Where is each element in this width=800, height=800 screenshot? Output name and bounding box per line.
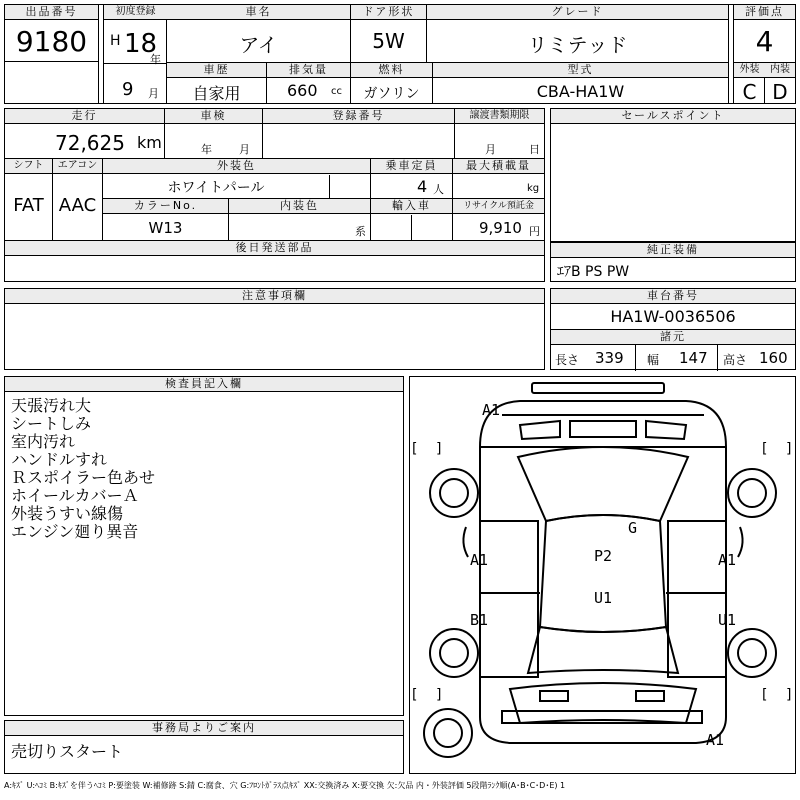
chassis-box xyxy=(550,288,796,370)
exterior-color: ホワイトパール xyxy=(167,180,265,196)
equipment-box xyxy=(550,242,796,282)
capacity: 4 xyxy=(417,177,428,196)
bracket-right-close: ] xyxy=(786,687,792,703)
interior-grade: D xyxy=(772,80,788,104)
damage-mark: U1 xyxy=(594,589,613,607)
history-cell xyxy=(167,63,267,103)
remark-line: Ｒスポイラー色あせ xyxy=(11,468,156,487)
inspection-year-unit: 年 xyxy=(201,143,212,156)
height: 160 xyxy=(759,349,788,367)
fuel-label: 燃料 xyxy=(351,63,432,78)
first-registration-cell xyxy=(103,5,167,103)
score-label: 評価点 xyxy=(734,5,795,20)
displacement: 660 xyxy=(287,81,318,100)
aircon-cell xyxy=(53,159,103,241)
legend: A:ｷｽﾞ U:ﾍｺﾐ B:ｷｽﾞを伴うﾍｺﾐ P:要塗装 W:補修跡 S:錆 C:腐食、穴 G:ﾌﾛﾝﾄｶﾞﾗｽ点ｷｽﾞ XX:交換済み X:要交換 欠:欠品 内・外装評価 5段階ﾗﾝｸ順(A･B･C･D･E) 1 xyxy=(4,781,566,790)
import-label: 輸入車 xyxy=(371,199,452,214)
aircon-label: エアコン xyxy=(53,159,102,174)
bracket-right-open: [ xyxy=(762,441,768,457)
inspector-remarks xyxy=(11,397,155,541)
model: CBA-HA1W xyxy=(536,82,625,101)
chassis-label: 車台番号 xyxy=(551,289,795,304)
transfer-deadline-cell xyxy=(455,109,544,159)
length: 339 xyxy=(595,349,624,367)
mileage-cell xyxy=(5,109,165,159)
interior-color-label: 内装色 xyxy=(229,199,370,214)
damage-mark: P2 xyxy=(594,547,613,565)
later-parts-cell xyxy=(5,241,544,281)
width-label: 幅 xyxy=(647,353,660,367)
remark-line: ハンドルすれ xyxy=(11,450,108,469)
door-label: ドア形状 xyxy=(351,5,426,20)
recycle-label: リサイクル預託金 xyxy=(453,199,544,214)
spec-block xyxy=(4,108,545,282)
car-name-cell xyxy=(167,5,351,63)
dimensions-label: 諸元 xyxy=(551,329,795,345)
exterior-grade: C xyxy=(742,80,757,104)
inspector-label: 検査員記入欄 xyxy=(5,377,403,392)
shift-label: シフト xyxy=(5,159,52,174)
bracket-left-open: [ xyxy=(412,687,418,703)
model-cell xyxy=(433,63,729,103)
header-block xyxy=(4,4,796,104)
inspection-month-unit: 月 xyxy=(239,143,250,156)
sales-points-box xyxy=(550,108,796,242)
registration-number-cell xyxy=(263,109,455,159)
color-number-label: カラーNo. xyxy=(103,199,228,214)
damage-mark: U1 xyxy=(718,611,737,629)
capacity-cell xyxy=(371,159,453,199)
bracket-left-close: ] xyxy=(436,687,442,703)
width: 147 xyxy=(679,349,708,367)
car-name-label: 車名 xyxy=(167,5,350,20)
remark-line: 天張汚れ大 xyxy=(11,396,92,415)
interior-label: 内装 xyxy=(765,63,795,78)
registration-year: 18 xyxy=(124,29,158,59)
max-load-unit: kg xyxy=(527,183,540,194)
mileage-unit: km xyxy=(137,133,162,152)
equipment-value: ｴｱB PS PW xyxy=(557,264,630,280)
notes-label: 注意事項欄 xyxy=(5,289,544,304)
later-parts-label: 後日発送部品 xyxy=(5,241,544,256)
grade-cell xyxy=(427,5,729,63)
remark-line: シートしみ xyxy=(11,414,92,433)
exterior-grade-cell xyxy=(733,63,765,103)
max-load-cell xyxy=(453,159,544,199)
office-text: 売切りスタート xyxy=(11,742,124,761)
displacement-cell xyxy=(267,63,351,103)
mileage: 72,625 xyxy=(55,131,125,155)
bracket-right-close: ] xyxy=(786,441,792,457)
history-label: 車歴 xyxy=(167,63,266,78)
mileage-label: 走行 xyxy=(5,109,164,124)
registration-number-label: 登録番号 xyxy=(263,109,454,124)
displacement-unit: cc xyxy=(331,86,342,97)
inspector-box xyxy=(4,376,404,716)
model-label: 型式 xyxy=(433,63,728,78)
office-box xyxy=(4,720,404,774)
inspection-cell xyxy=(165,109,263,159)
grade-label: グレード xyxy=(427,5,728,20)
interior-color-cell xyxy=(229,199,371,241)
transfer-day-unit: 日 xyxy=(529,143,540,156)
inspection-label: 車検 xyxy=(165,109,262,124)
first-registration-label: 初度登録 xyxy=(104,5,167,20)
shift-cell xyxy=(5,159,53,241)
displacement-label: 排気量 xyxy=(267,63,350,78)
transfer-month-unit: 月 xyxy=(485,143,496,156)
remark-line: エンジン廻り異音 xyxy=(11,522,139,541)
car-name: アイ xyxy=(239,33,278,57)
height-label: 高さ xyxy=(723,353,748,367)
length-label: 長さ xyxy=(555,353,580,367)
shift: FAT xyxy=(13,195,44,216)
capacity-label: 乗車定員 xyxy=(371,159,452,174)
door-cell xyxy=(351,5,427,63)
recycle-unit: 円 xyxy=(529,225,540,238)
damage-mark: B1 xyxy=(470,611,489,629)
interior-color-unit: 系 xyxy=(355,225,366,238)
interior-grade-cell xyxy=(765,63,795,103)
registration-month: 9 xyxy=(122,79,134,100)
damage-mark: A1 xyxy=(482,401,501,419)
score-cell xyxy=(733,5,795,63)
equipment-label: 純正装備 xyxy=(551,243,795,258)
month-unit: 月 xyxy=(148,87,159,100)
sales-points-label: セールスポイント xyxy=(551,109,795,124)
car-diagram xyxy=(409,376,796,774)
remark-line: 室内汚れ xyxy=(11,432,76,451)
lot-number: 9180 xyxy=(15,25,88,58)
car-outline xyxy=(410,377,795,773)
import-cell xyxy=(371,199,453,241)
remark-line: 外装うすい線傷 xyxy=(11,504,124,523)
chassis-number: HA1W-0036506 xyxy=(610,307,736,326)
exterior-label: 外装 xyxy=(734,63,765,78)
color-number: W13 xyxy=(148,219,183,237)
damage-mark: A1 xyxy=(706,731,725,749)
score: 4 xyxy=(755,25,774,58)
aircon: AAC xyxy=(58,195,97,216)
notes-box xyxy=(4,288,545,370)
bracket-left-open: [ xyxy=(412,441,418,457)
bracket-left-close: ] xyxy=(436,441,442,457)
era: H xyxy=(110,33,121,49)
grade: リミテッド xyxy=(527,33,628,57)
recycle-fee: 9,910 xyxy=(479,219,522,237)
recycle-cell xyxy=(453,199,544,241)
year-unit: 年 xyxy=(150,53,161,66)
remark-line: ホイールカバーＡ xyxy=(11,486,139,505)
capacity-unit: 人 xyxy=(433,183,444,196)
office-label: 事務局よりご案内 xyxy=(5,721,403,736)
max-load-label: 最大積載量 xyxy=(453,159,544,174)
lot-number-cell xyxy=(5,5,99,103)
lot-number-label: 出品番号 xyxy=(5,5,98,20)
damage-mark: A1 xyxy=(718,551,737,569)
door-type: 5W xyxy=(372,29,405,53)
exterior-color-cell xyxy=(103,159,371,199)
exterior-color-label: 外装色 xyxy=(103,159,370,174)
bracket-right-open: [ xyxy=(762,687,768,703)
transfer-deadline-label: 譲渡書類期限 xyxy=(455,109,544,124)
fuel-cell xyxy=(351,63,433,103)
history: 自家用 xyxy=(192,84,241,103)
color-number-cell xyxy=(103,199,229,241)
fuel: ガソリン xyxy=(363,86,420,102)
damage-mark: G xyxy=(628,519,638,537)
damage-mark: A1 xyxy=(470,551,489,569)
